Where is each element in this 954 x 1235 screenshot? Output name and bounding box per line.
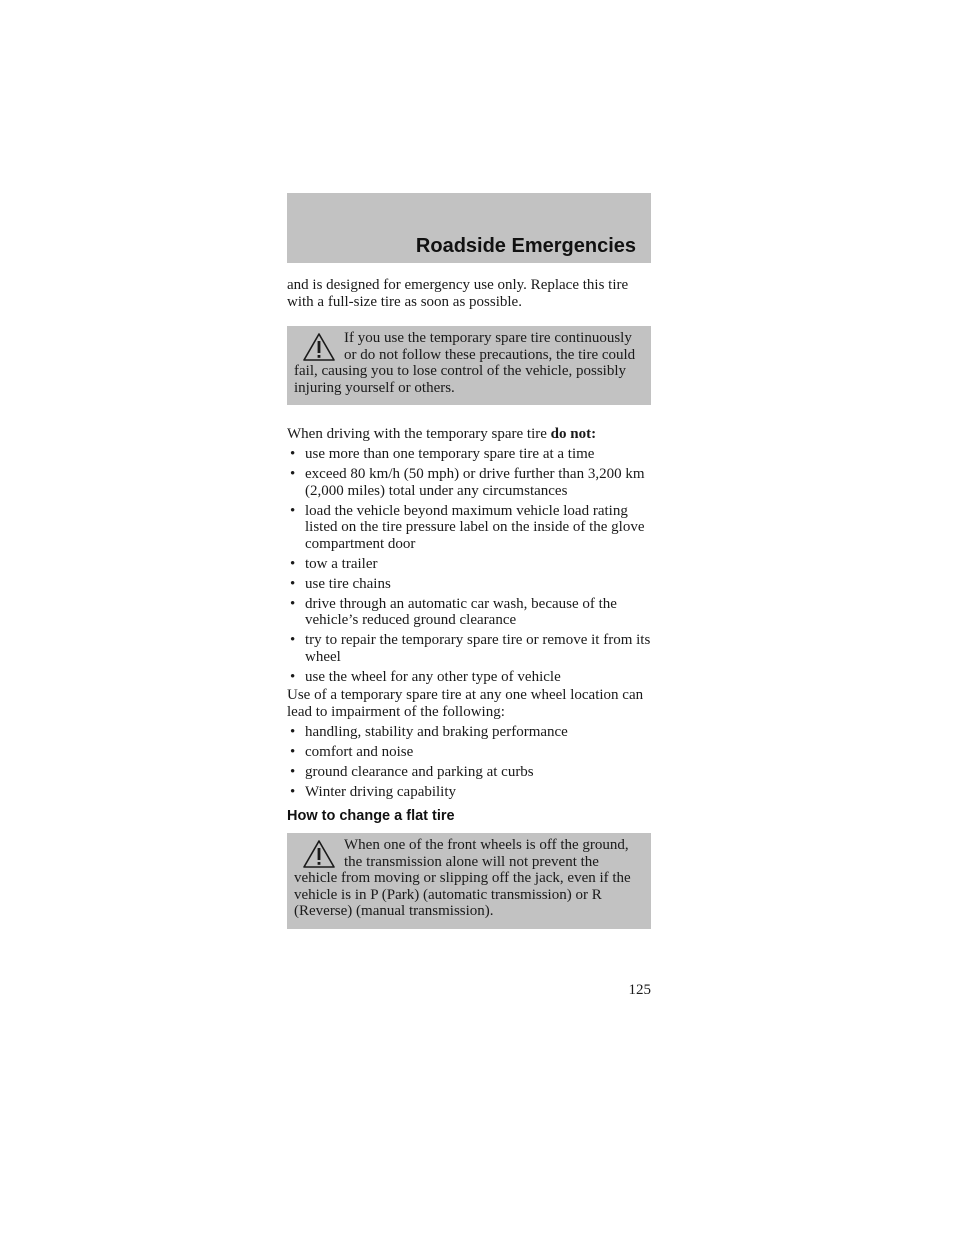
- list-item: • Winter driving capability: [287, 784, 651, 801]
- list-item: • handling, stability and braking performance: [287, 724, 651, 741]
- warning-triangle-icon: [302, 839, 336, 869]
- list-item: • use more than one temporary spare tire at a time: [287, 446, 651, 463]
- list-item: • drive through an automatic car wash, because of the vehicle’s reduced ground clearance: [287, 596, 651, 629]
- warning-box-jack: [287, 833, 651, 929]
- list-item: • load the vehicle beyond maximum vehicle load rating listed on the tire pressure label on the inside of the glove compartment door: [287, 503, 651, 553]
- section-heading: How to change a flat tire: [287, 808, 455, 824]
- do-not-lead-text: When driving with the temporary spare tire: [287, 426, 551, 442]
- page-number: 125: [628, 982, 651, 998]
- warning-triangle-icon: [302, 332, 336, 362]
- list-item: • exceed 80 km/h (50 mph) or drive further than 3,200 km (2,000 miles) total under any circumstances: [287, 466, 651, 499]
- page-title: Roadside Emergencies: [415, 235, 636, 257]
- impairment-list: [287, 724, 651, 801]
- section-header: [287, 193, 651, 263]
- do-not-emphasis: do not:: [550, 426, 597, 442]
- do-not-lead: [287, 426, 651, 443]
- do-not-list: [287, 446, 651, 685]
- warning-text: When one of the front wheels is off the ground, the transmission alone will not prevent the vehicle from moving or slipping off the jack, even if the vehicle is in P (Park) (automatic transmission) or R (Reverse) (manual transmission).: [294, 837, 631, 919]
- list-item: • use the wheel for any other type of vehicle: [287, 669, 651, 686]
- list-item: • use tire chains: [287, 576, 651, 593]
- list-item: • comfort and noise: [287, 744, 651, 761]
- impairment-lead: Use of a temporary spare tire at any one wheel location can lead to impairment of the following:: [287, 687, 644, 720]
- list-item: • ground clearance and parking at curbs: [287, 764, 651, 781]
- warning-box-spare-tire: [287, 326, 651, 405]
- manual-page: [287, 193, 651, 929]
- list-item: • try to repair the temporary spare tire or remove it from its wheel: [287, 632, 651, 665]
- list-item: • tow a trailer: [287, 556, 651, 573]
- intro-paragraph: and is designed for emergency use only. Replace this tire with a full-size tire as soon as possible.: [287, 277, 629, 310]
- warning-text: If you use the temporary spare tire continuously or do not follow these precautions, the tire could fail, causing you to lose control of the vehicle, possibly injuring yourself or others.: [294, 330, 636, 396]
